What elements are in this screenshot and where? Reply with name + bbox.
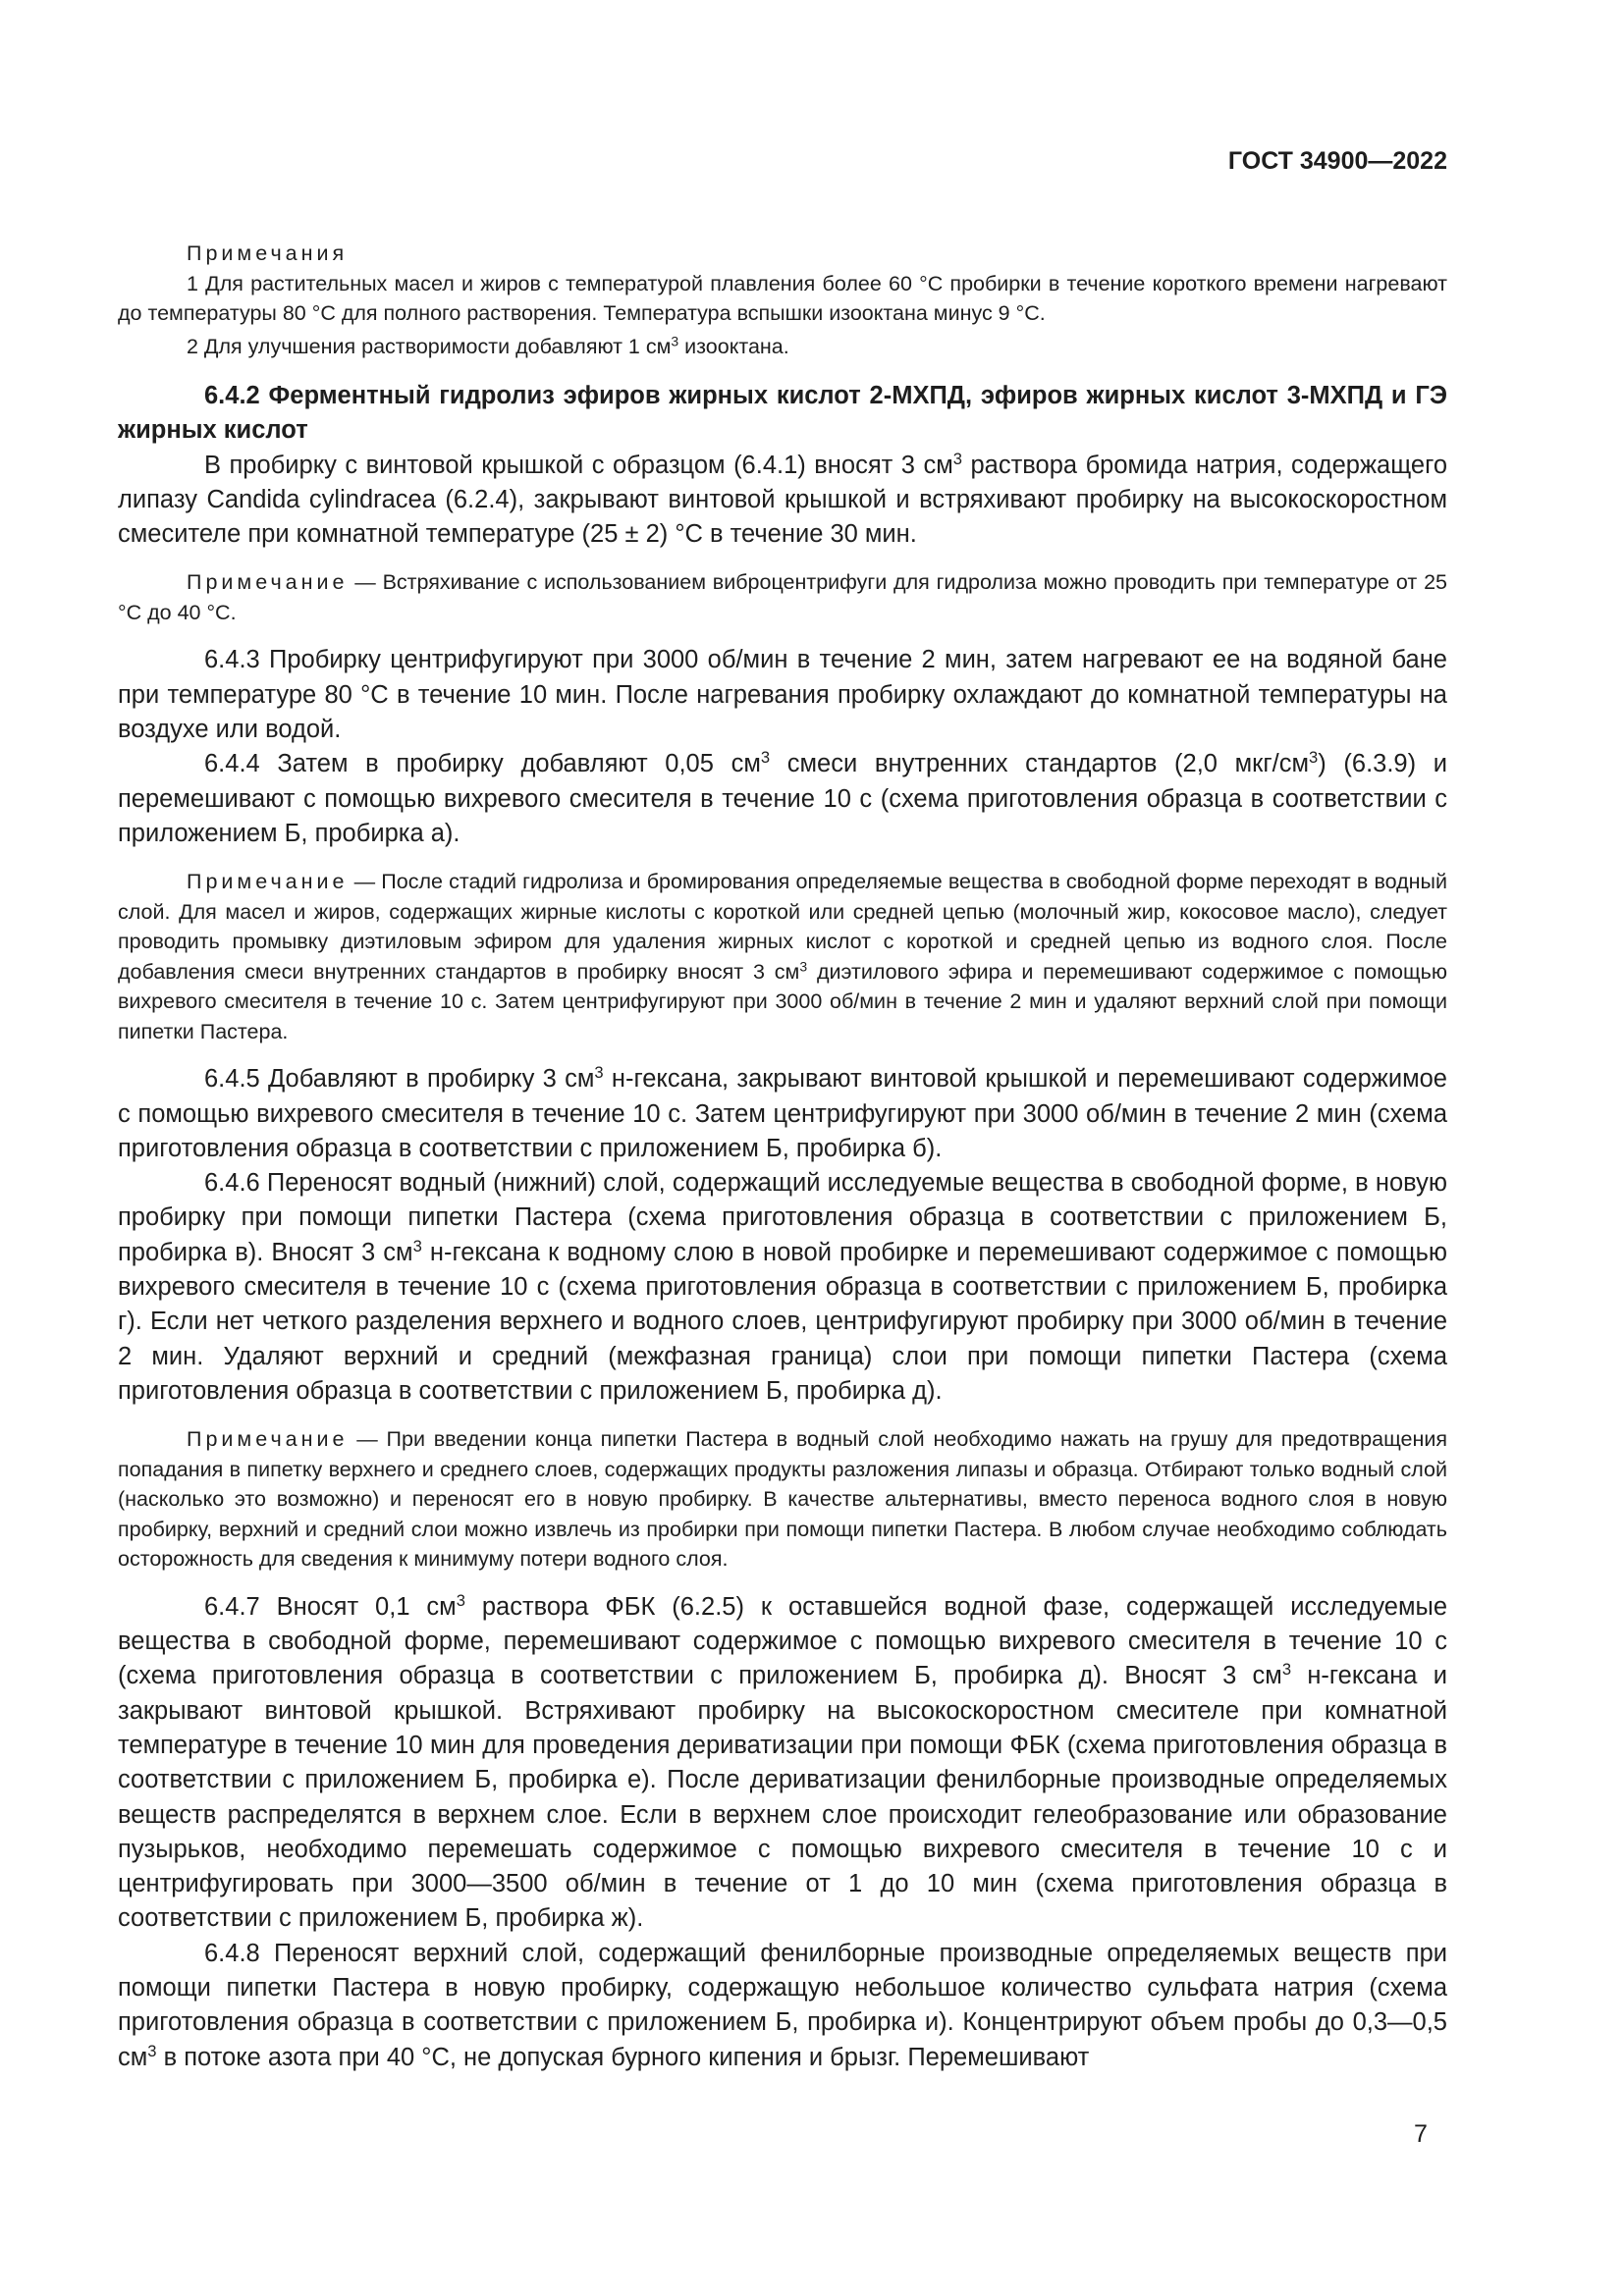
paragraph-6-4-2: В пробирку с винтовой крышкой с образцом (6.4.1) вносят 3 $см^3$ раствора бромида натрия, содержащего липазу Candida cylindracea (6.2.4), закрывают винтовой крышкой и встряхивают пробирку на высокоскоростном смесителе при комнатной температуре (25 ± 2) °С в течение 30 мин. <box>118 449 1447 549</box>
note-item-1: 1 Для растительных масел и жиров с температурой плавления более 60 °С пробирки в течение короткого времени нагревают до температуры 80 °С для полного растворения. Температура вспышки изооктана минус 9 °С. <box>118 271 1447 325</box>
paragraph-6-4-8: 6.4.8 Переносят верхний слой, содержащий фенилборные производные определяемых веществ при помощи пипетки Пастера в новую пробирку, содержащую небольшое количество сульфата натрия (схема приготовления образца в соответствии с приложением Б, пробирка и). Концентрируют объем пробы до 0,3—0,5 $см^3$ в потоке азота при 40 °С, не допуская бурного кипения и брызг. Перемешивают <box>118 1939 1447 2071</box>
note-6-4-4: Примечание — После стадий гидролиза и бромирования определяемые вещества в свободной форме переходят в водный слой. Для масел и жиров, содержащих жирные кислоты с короткой или средней цепью (молочный жир, кокосовое масло), следует проводить промывку диэтиловым эфиром для удаления жирных кислот с короткой и средней цепью из водного слоя. После добавления смеси внутренних стандартов в пробирку вносят 3 $см^3$ диэтилового эфира и перемешивают содержимое с помощью вихревого смесителя в течение 10 с. Затем центрифугируют при 3000 об/мин в течение 2 мин и удаляют верхний слой при помощи пипетки Пастера. <box>118 870 1447 1043</box>
note-6-4-2: Примечание — Встряхивание с использованием виброцентрифуги для гидролиза можно проводить при температуре от 25 °С до 40 °С. <box>118 570 1447 624</box>
note-item-2: 2 Для улучшения растворимости добавляют 1 $см^3$ изооктана. <box>187 332 789 358</box>
paragraph-6-4-4: 6.4.4 Затем в пробирку добавляют 0,05 $см^3$ смеси внутренних стандартов (2,0 мкг/$см^3$) (6.3.9) и перемешивают с помощью вихревого смесителя в течение 10 с (схема приготовления образца в соответствии с приложением Б, пробирка а). <box>118 748 1448 847</box>
paragraph-6-4-6: 6.4.6 Переносят водный (нижний) слой, содержащий исследуемые вещества в свободной форме, в новую пробирку при помощи пипетки Пастера (схема приготовления образца в соответствии с приложением Б, пробирка в). Вносят 3 $см^3$ н-гексана к водному слою в новой пробирке и перемешивают содержимое с помощью вихревого смесителя в течение 10 с (схема приготовления образца в соответствии с приложением Б, пробирка г). Если нет четкого разделения верхнего и водного слоев, центрифугируют пробирку при 3000 об/мин в течение 2 мин. Удаляют верхний и средний (межфазная граница) слои при помощи пипетки Пастера (схема приготовления образца в соответствии с приложением Б, пробирка д). <box>118 1169 1447 1405</box>
note-6-4-6: Примечание — При введении конца пипетки Пастера в водный слой необходимо нажать на грушу для предотвращения попадания в пипетку верхнего и среднего слоев, содержащих продукты разложения липазы и образца. Отбирают только водный слой (насколько это возможно) и переносят его в новую пробирку. В качестве альтернативы, вместо переноса водного слоя в новую пробирку, верхний и средний слои можно извлечь из пробирки при помощи пипетки Пастера. В любом случае необходимо соблюдать осторожность для сведения к минимуму потери водного слоя. <box>118 1427 1447 1572</box>
document-header: ГОСТ 34900—2022 <box>1227 147 1447 175</box>
paragraph-6-4-3: 6.4.3 Пробирку центрифугируют при 3000 об/мин в течение 2 мин, затем нагревают ее на водяной бане при температуре 80 °С в течение 10 мин. После нагревания пробирку охлаждают до комнатной температуры на воздухе или водой. <box>118 646 1447 744</box>
paragraph-6-4-7: 6.4.7 Вносят 0,1 $см^3$ раствора ФБК (6.2.5) к оставшейся водной фазе, содержащей исследуемые вещества в свободной форме, перемешивают содержимое с помощью вихревого смесителя в течение 10 с (схема приготовления образца в соответствии с приложением Б, пробирка д). Вносят 3 $см^3$ н-гексана и закрывают винтовой крышкой. Встряхивают пробирку на высокоскоростном смесителе при комнатной температуре в течение 10 мин для проведения дериватизации при помощи ФБК (схема приготовления образца в соответствии с приложением Б, пробирка е). После дериватизации фенилборные производные определяемых веществ распределятся в верхнем слое. Если в верхнем слое происходит гелеобразование или образование пузырьков, необходимо перемешать содержимое с помощью вихревого смесителя в течение 10 с и центрифугировать при 3000—3500 об/мин в течение от 1 до 10 мин (схема приготовления образца в соответствии с приложением Б, пробирка ж). <box>118 1590 1448 1933</box>
document-page <box>118 147 1447 2075</box>
page-number: 7 <box>1414 2120 1428 2148</box>
notes-title: Примечания <box>187 241 349 265</box>
section-heading-6-4-2: 6.4.2 Ферментный гидролиз эфиров жирных кислот 2-МХПД, эфиров жирных кислот 3-МХПД и ГЭ жирных кислот <box>118 382 1447 445</box>
paragraph-6-4-5: 6.4.5 Добавляют в пробирку 3 $см^3$ н-гексана, закрывают винтовой крышкой и перемешивают содержимое с помощью вихревого смесителя в течение 10 с. Затем центрифугируют при 3000 об/мин в течение 2 мин (схема приготовления образца в соответствии с приложением Б, пробирка б). <box>118 1063 1447 1162</box>
